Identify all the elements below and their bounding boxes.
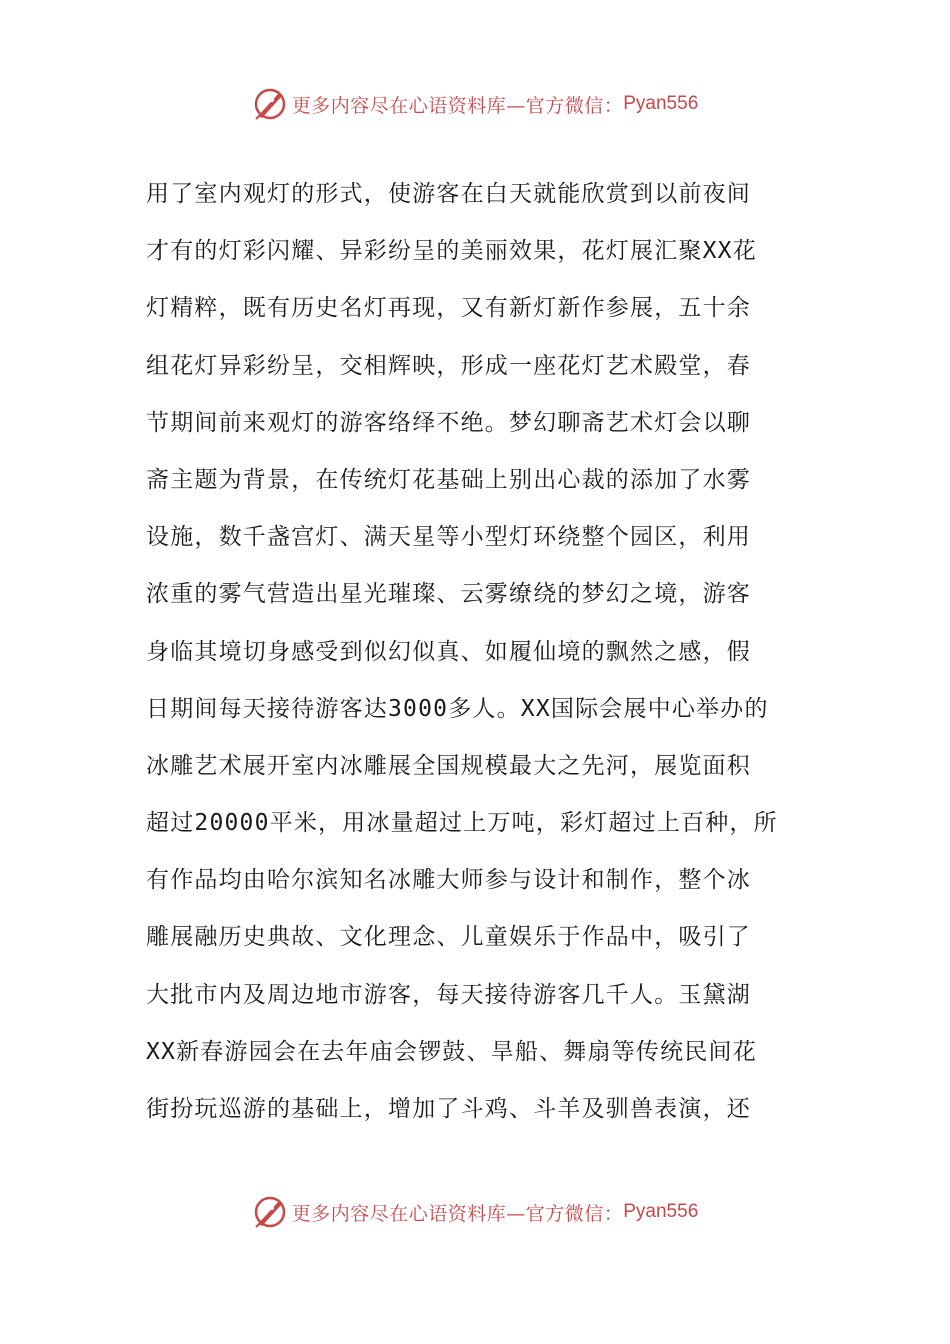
text-line: 设施，数千盏宫灯、满天星等小型灯环绕整个园区，利用	[146, 524, 751, 551]
text-line: 组花灯异彩纷呈，交相辉映，形成一座花灯艺术殿堂，春	[146, 352, 751, 379]
header-wechat-id: Pyan556	[623, 93, 699, 114]
header-banner	[0, 82, 950, 126]
footer-banner-text: 更多内容尽在心语资料库—官方微信：	[291, 1202, 624, 1225]
text-line: 斋主题为背景，在传统灯花基础上别出心裁的添加了水雾	[146, 466, 751, 493]
text-line: 雕展融历史典故、文化理念、儿童娱乐于作品中，吸引了	[146, 924, 751, 951]
text-line: XX新春游园会在去年庙会锣鼓、旱船、舞扇等传统民间花	[146, 1038, 757, 1065]
text-line: 浓重的雾气营造出星光璀璨、云雾缭绕的梦幻之境，游客	[146, 581, 751, 608]
text-line: 有作品均由哈尔滨知名冰雕大师参与设计和制作，整个冰	[146, 867, 751, 894]
text-line: 冰雕艺术展开室内冰雕展全国规模最大之先河，展览面积	[146, 752, 751, 779]
text-line: 超过20000平米，用冰量超过上万吨，彩灯超过上百种，所	[146, 810, 778, 837]
text-line: 街扮玩巡游的基础上，增加了斗鸡、斗羊及驯兽表演，还	[146, 1096, 751, 1122]
text-line: 日期间每天接待游客达3000多人。XX国际会展中心举办的	[146, 695, 769, 722]
text-line: 身临其境切身感受到似幻似真、如履仙境的飘然之感，假	[146, 638, 751, 665]
footer-wechat-id: Pyan556	[623, 1201, 699, 1222]
text-line: 才有的灯彩闪耀、异彩纷呈的美丽效果，花灯展汇聚XX花	[146, 238, 757, 265]
pen-logo-icon	[252, 86, 288, 122]
footer-banner	[0, 1190, 950, 1234]
header-banner-text: 更多内容尽在心语资料库—官方微信：	[291, 94, 624, 117]
pen-logo-icon	[252, 1194, 288, 1230]
text-line: 用了室内观灯的形式，使游客在白天就能欣赏到以前夜间	[146, 181, 751, 207]
text-line: 大批市内及周边地市游客，每天接待游客几千人。玉黛湖	[146, 981, 751, 1008]
text-line: 节期间前来观灯的游客络绎不绝。梦幻聊斋艺术灯会以聊	[146, 409, 751, 436]
text-line: 灯精粹，既有历史名灯再现，又有新灯新作参展，五十余	[146, 295, 751, 322]
body-paragraph	[146, 166, 826, 1138]
